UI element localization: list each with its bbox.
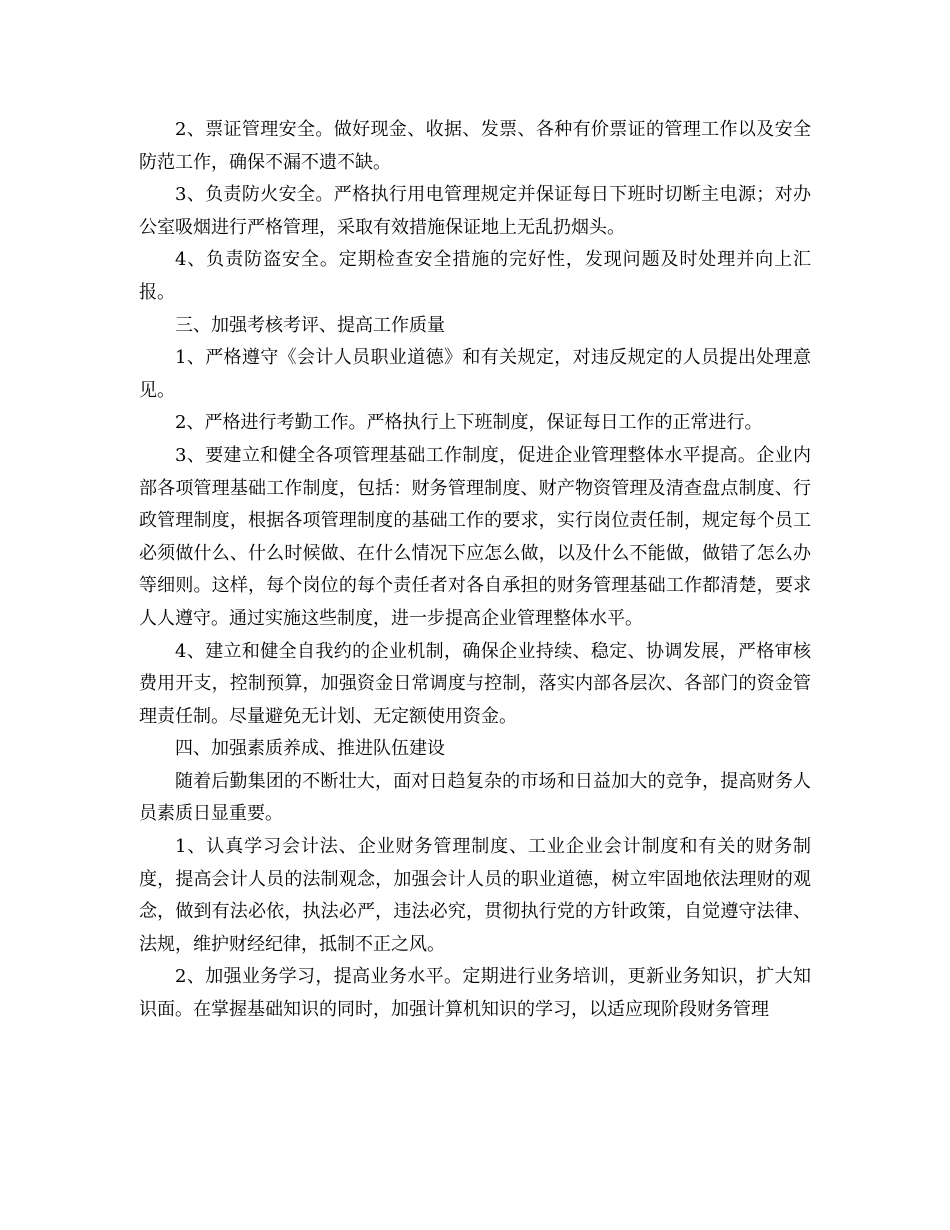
document-body [139, 114, 811, 1027]
paragraph-business-study: 2、加强业务学习，提高业务水平。定期进行业务培训，更新业务知识，扩大知识面。在掌握基础知识的同时，加强计算机知识的学习，以适应现阶段财务管理 [139, 966, 811, 1021]
section-heading-assessment: 三、加强考核考评、提高工作质量 [175, 314, 445, 336]
section-heading-team-building: 四、加强素质养成、推进队伍建设 [175, 738, 445, 760]
paragraph-self-discipline: 4、建立和健全自我约的企业机制，确保企业持续、稳定、协调发展，严格审核费用开支，控制预算，加强资金日常调度与控制，落实内部各层次、各部门的资金管理责任制。尽量避免无计划、无定额使用资金。 [139, 640, 811, 727]
paragraph-study-law: 1、认真学习会计法、企业财务管理制度、工业企业会计制度和有关的财务制度，提高会计人员的法制观念，加强会计人员的职业道德，树立牢固地依法理财的观念，做到有法必依，执法必严，违法必究，贯彻执行党的方针政策，自觉遵守法律、法规，维护财经纪律，抵制不正之风。 [139, 836, 811, 955]
paragraph-management-system: 3、要建立和健全各项管理基础工作制度，促进企业管理整体水平提高。企业内部各项管理基础工作制度，包括：财务管理制度、财产物资管理及清查盘点制度、行政管理制度，根据各项管理制度的基础工作的要求，实行岗位责任制，规定每个员工必须做什么、什么时候做、在什么情况下应怎么做，以及什么不能做，做错了怎么办等细则。这样，每个岗位的每个责任者对各自承担的财务管理基础工作都清楚，要求人人遵守。通过实施这些制度，进一步提高企业管理整体水平。 [139, 444, 811, 629]
paragraph-bill-safety: 2、票证管理安全。做好现金、收据、发票、各种有价票证的管理工作以及安全防范工作，确保不漏不遗不缺。 [139, 119, 811, 173]
paragraph-quality-importance: 随着后勤集团的不断壮大，面对日趋复杂的市场和日益加大的竞争，提高财务人员素质日显重要。 [139, 770, 811, 825]
paragraph-attendance: 2、严格进行考勤工作。严格执行上下班制度，保证每日工作的正常进行。 [175, 412, 763, 434]
paragraph-theft-safety: 4、负责防盗安全。定期检查安全措施的完好性，发现问题及时处理并向上汇报。 [139, 249, 811, 303]
paragraph-professional-ethics: 1、严格遵守《会计人员职业道德》和有关规定，对违反规定的人员提出处理意见。 [139, 347, 811, 401]
paragraph-fire-safety: 3、负责防火安全。严格执行用电管理规定并保证每日下班时切断主电源；对办公室吸烟进行严格管理，采取有效措施保证地上无乱扔烟头。 [139, 184, 811, 238]
